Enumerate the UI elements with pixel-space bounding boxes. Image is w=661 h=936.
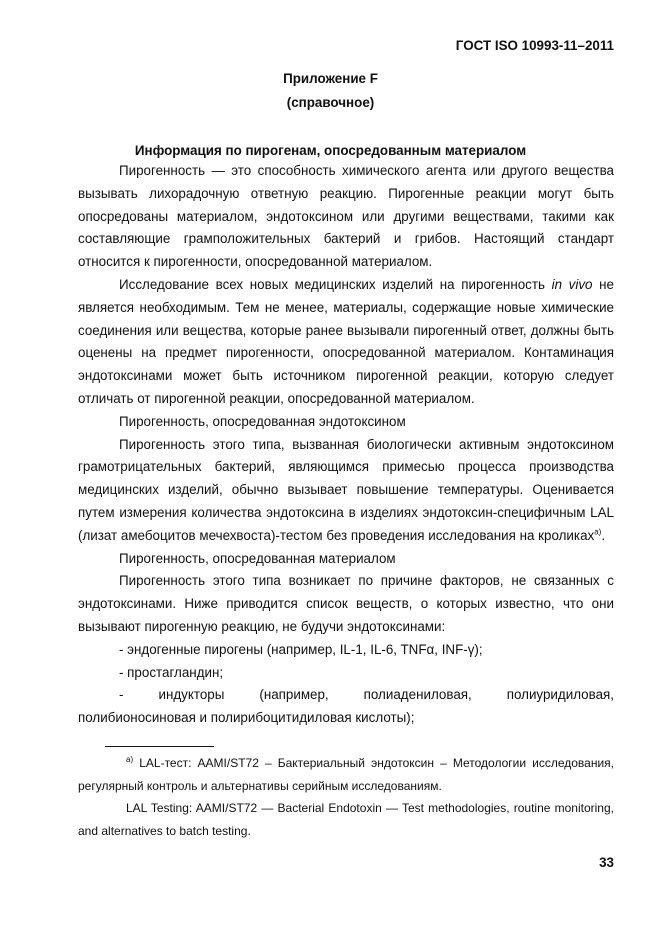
footnote-en: LAL Testing: AAMI/ST72 — Bacterial Endotoxin — Test methodologies, routine monitoring, and alternatives to batch testing. xyxy=(78,801,614,838)
subheading-endotoxin-mediated: Пирогенность, опосредованная эндотоксином xyxy=(119,413,406,429)
paragraph-pyrogenicity-definition: Пирогенность — это способность химического агента или другого вещества вызывать лихорадочную ответную реакцию. Пирогенные реакции могут быть опосредованы материалом, эндотоксином или другими веществами, такими как составляющие грамположительных бактерий и грибов. Настоящий стандарт относится к пирогенности, опосредованной материалом. xyxy=(78,163,614,270)
annex-title: Приложение F xyxy=(283,71,378,86)
footnote xyxy=(78,752,614,842)
paragraph-endotoxin-text: Пирогенность этого типа, вызванная биологически активным эндотоксином грамотрицательных бактерий, являющимся примесью процесса производства медицинских изделий, обычно вызывает повышение температуры. Оценивается путем измерения количества эндотоксина в изделиях эндотоксин-специфичным LAL (лизат амебоцитов мечехвоста)-тестом без проведения исследования на кроликах xyxy=(78,436,614,543)
paragraph-endotoxin-pyrogenicity xyxy=(78,434,614,548)
list-item-continuation: полибионосиновая и полирибоцитидиловая кислоты); xyxy=(78,710,415,726)
annex-subtitle: (справочное) xyxy=(286,95,375,110)
footnote-reference: a) xyxy=(594,527,602,537)
paragraph-in-vivo-lead: Исследование всех новых медицинских изделий на пирогенность xyxy=(119,276,552,292)
footnote-separator xyxy=(105,746,214,747)
paragraph-in-vivo-testing xyxy=(78,274,614,411)
paragraph-material-pyrogenicity: Пирогенность этого типа возникает по причине факторов, не связанных с эндотоксинами. Ниже приводится список веществ, о которых известно, что они вызывают пирогенную реакцию, не будучи эндотоксинами: xyxy=(78,573,614,634)
footnote-mark: a) xyxy=(126,755,134,764)
in-vivo-term: in vivo xyxy=(551,276,593,292)
page-number: 33 xyxy=(599,855,614,870)
document-code: ГОСТ ISO 10993-11–2011 xyxy=(455,38,614,53)
list-item: - индукторы (например, полиадениловая, полиуридиловая, xyxy=(119,687,614,703)
paragraph-in-vivo-rest: не является необходимым. Тем не менее, материалы, содержащие новые химические соединения или вещества, которые ранее вызывали пирогенный ответ, должны быть оценены на предмет пирогенности, опосредованной материалом. Контаминация эндотоксинами может быть источником пирогенной реакции, которую следует отличать от пирогенной реакции, опосредованной материалом. xyxy=(78,276,614,406)
subheading-material-mediated: Пирогенность, опосредованная материалом xyxy=(119,550,396,566)
list-item: - простагландин; xyxy=(119,664,224,680)
list-item: - эндогенные пирогены (например, IL-1, IL-6, TNFα, INF-γ); xyxy=(119,641,483,657)
body-text xyxy=(78,160,614,730)
footnote-ru-text: LAL-тест: AAMI/ST72 – Бактериальный эндотоксин – Методологии исследования, регулярный контроль и альтернативы серийным исследованиям. xyxy=(78,756,614,793)
annex-heading: Информация по пирогенам, опосредованным материалом xyxy=(134,143,527,158)
paragraph-endotoxin-end: . xyxy=(601,527,606,543)
footnote-ru xyxy=(78,752,614,797)
